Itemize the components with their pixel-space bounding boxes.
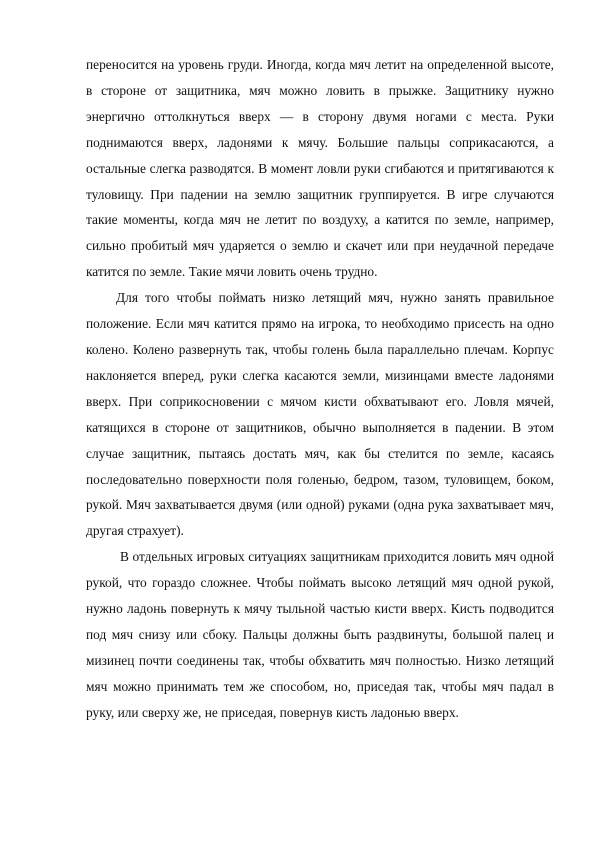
paragraph-1: переносится на уровень груди. Иногда, когда мяч летит на определенной высоте, в стороне от защитника, мяч можно ловить в прыжке. Защитнику нужно энергично оттолкнуться вверх — в сторону двумя ногами с места. Руки поднимаются вверх, ладонями к мячу. Большие пальцы соприкасаются, а остальные слегка разводятся. В момент ловли руки сгибаются и притягиваются к туловищу. При падении на землю защитник группируется. В игре случаются такие моменты, когда мяч не летит по воздуху, а катится по земле, например, сильно пробитый мяч ударяется о землю и скачет или при неудачной передаче катится по земле. Такие мячи ловить очень трудно.: [86, 57, 554, 280]
text-body: [86, 52, 554, 726]
paragraph-3: В отдельных игровых ситуациях защитникам приходится ловить мяч одной рукой, что гораздо сложнее. Чтобы поймать высоко летящий мяч одной рукой, нужно ладонь повернуть к мячу тыльной частью кисти вверх. Кисть подводится под мяч снизу или сбоку. Пальцы должны быть раздвинуты, большой палец и мизинец почти соединены так, чтобы обхватить мяч полностью. Низко летящий мяч можно принимать тем же способом, но, приседая так, чтобы мяч падал в руку, или сверху же, не приседая, повернув кисть ладонью вверх.: [86, 549, 554, 720]
paragraph-2: Для того чтобы поймать низко летящий мяч, нужно занять правильное положение. Если мяч катится прямо на игрока, то необходимо присесть на одно колено. Колено развернуть так, чтобы голень была параллельно плечам. Корпус наклоняется вперед, руки слегка касаются земли, мизинцами вместе ладонями вверх. При соприкосновении с мячом кисти обхватывают его. Ловля мячей, катящихся в стороне от защитников, обычно выполняется в падении. В этом случае защитник, пытаясь достать мяч, как бы стелится по земле, касаясь последовательно поверхности поля голенью, бедром, тазом, туловищем, боком, рукой. Мяч захватывается двумя (или одной) руками (одна рука захватывает мяч, другая страхует).: [86, 290, 554, 539]
